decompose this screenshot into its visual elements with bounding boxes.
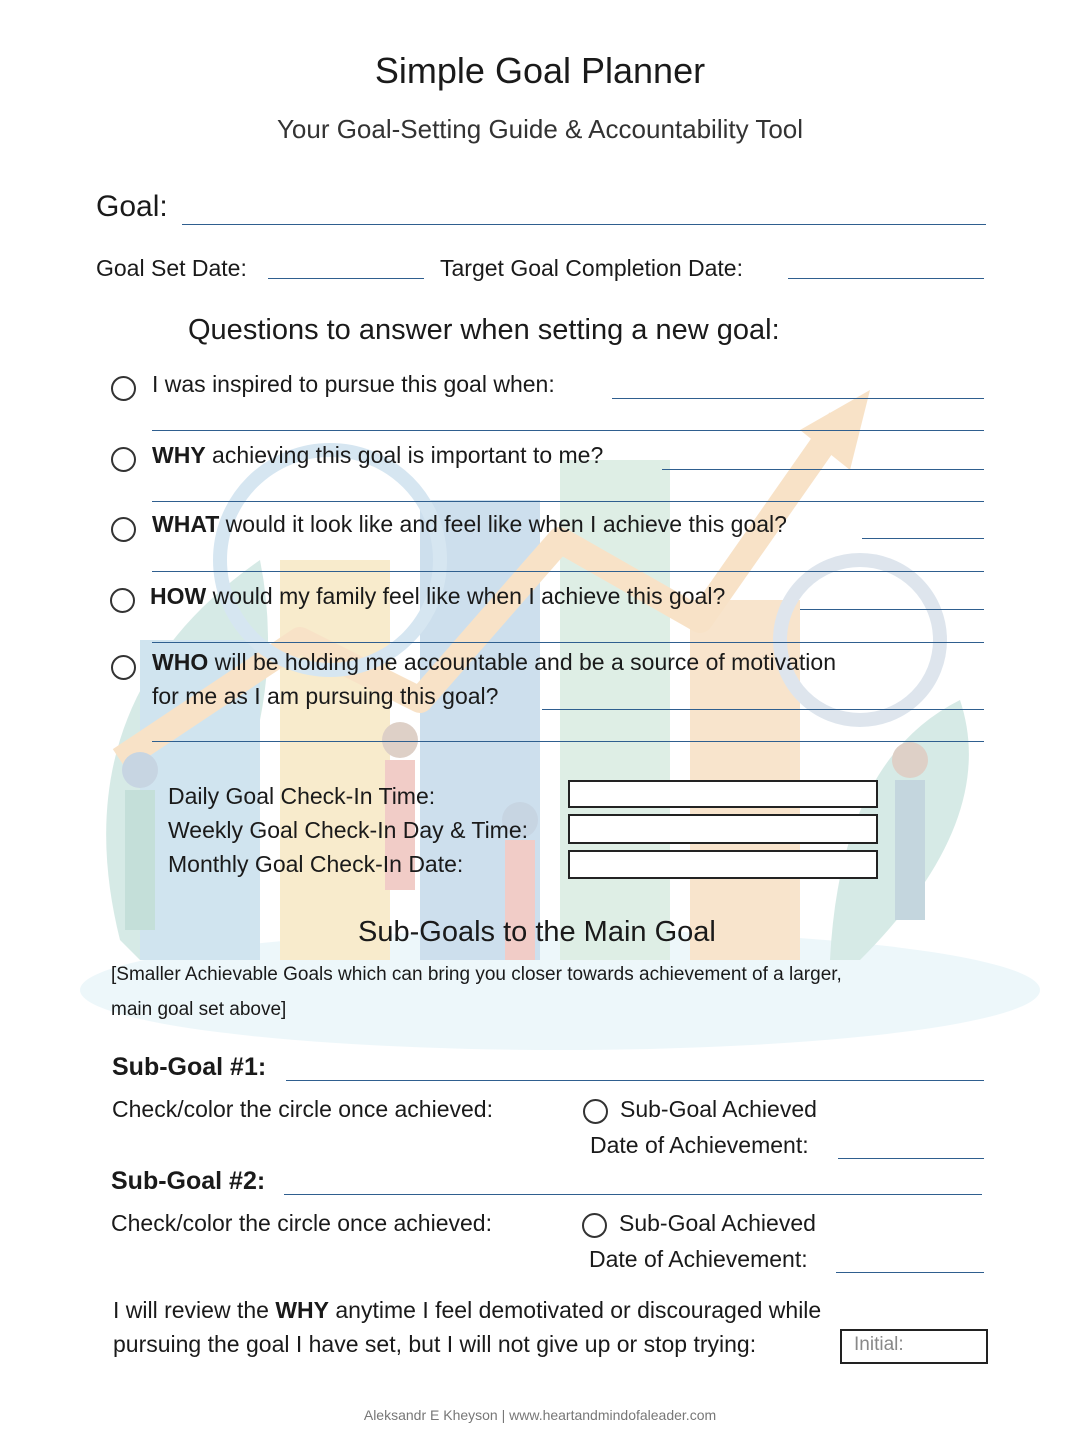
question-2-text: WHY achieving this goal is important to me?: [152, 442, 604, 468]
subgoals-note-line-1: [Smaller Achievable Goals which can bring you closer towards achievement of a larger,: [111, 964, 842, 985]
monthly-checkin-input[interactable]: [568, 850, 878, 879]
weekly-checkin-label: Weekly Goal Check-In Day & Time:: [168, 817, 529, 843]
question-4-answer-line[interactable]: [800, 609, 984, 610]
question-1-text: I was inspired to pursue this goal when:: [152, 371, 555, 397]
goal-set-date-line[interactable]: [268, 278, 424, 279]
subgoal-2-achieved-label: Sub-Goal Achieved: [619, 1210, 816, 1236]
question-1-answer-line-2[interactable]: [152, 430, 984, 431]
review-statement-line-2: pursuing the goal I have set, but I will not give up or stop trying:: [113, 1331, 757, 1357]
target-date-line[interactable]: [788, 278, 984, 279]
review-statement-line-1: I will review the WHY anytime I feel demotivated or discouraged while: [113, 1297, 822, 1323]
subgoal-1-achieved-checkbox[interactable]: [583, 1099, 608, 1124]
subgoal-1-check-text: Check/color the circle once achieved:: [112, 1096, 493, 1122]
question-5-text-line-2: for me as I am pursuing this goal?: [152, 683, 499, 709]
subgoal-2-date-label: Date of Achievement:: [589, 1246, 808, 1272]
subgoals-heading: Sub-Goals to the Main Goal: [358, 916, 716, 948]
subgoal-2-input-line[interactable]: [284, 1194, 982, 1195]
subgoal-2-label: Sub-Goal #2:: [111, 1167, 266, 1195]
subgoal-2-achieved-checkbox[interactable]: [582, 1213, 607, 1238]
subgoals-note-line-2: main goal set above]: [111, 999, 287, 1020]
questions-heading: Questions to answer when setting a new goal:: [188, 314, 780, 346]
daily-checkin-label: Daily Goal Check-In Time:: [168, 783, 436, 809]
question-5-answer-line[interactable]: [542, 709, 984, 710]
subgoal-2-date-line[interactable]: [836, 1272, 984, 1273]
question-5-answer-line-2[interactable]: [152, 741, 984, 742]
subgoal-1-date-label: Date of Achievement:: [590, 1132, 809, 1158]
daily-checkin-input[interactable]: [568, 780, 878, 808]
question-3-answer-line[interactable]: [862, 538, 984, 539]
goal-set-date-label: Goal Set Date:: [96, 255, 247, 281]
page-title: Simple Goal Planner: [374, 50, 706, 91]
question-5-text: WHO will be holding me accountable and be a source of motivation: [152, 649, 836, 675]
question-5-checkbox[interactable]: [111, 655, 136, 680]
monthly-checkin-label: Monthly Goal Check-In Date:: [168, 851, 464, 877]
question-1-checkbox[interactable]: [111, 376, 136, 401]
question-3-checkbox[interactable]: [111, 517, 136, 542]
question-3-text: WHAT would it look like and feel like when I achieve this goal?: [152, 511, 787, 537]
question-4-answer-line-2[interactable]: [152, 642, 984, 643]
question-2-answer-line-2[interactable]: [152, 501, 984, 502]
footer-credit: Aleksandr E Kheyson | www.heartandmindofaleader.com: [363, 1407, 717, 1423]
subgoal-1-label: Sub-Goal #1:: [112, 1053, 267, 1081]
subgoal-1-input-line[interactable]: [286, 1080, 984, 1081]
question-2-checkbox[interactable]: [111, 447, 136, 472]
page-subtitle: Your Goal-Setting Guide & Accountability Tool: [276, 114, 804, 144]
subgoal-1-achieved-label: Sub-Goal Achieved: [620, 1096, 817, 1122]
question-4-text: HOW would my family feel like when I achieve this goal?: [150, 583, 726, 609]
target-date-label: Target Goal Completion Date:: [440, 255, 743, 281]
question-1-answer-line[interactable]: [612, 398, 984, 399]
question-3-answer-line-2[interactable]: [152, 571, 984, 572]
question-4-checkbox[interactable]: [110, 588, 135, 613]
question-2-answer-line[interactable]: [662, 469, 984, 470]
initial-placeholder: Initial:: [854, 1334, 904, 1355]
goal-input-line[interactable]: [182, 224, 986, 225]
initial-input[interactable]: [840, 1329, 988, 1364]
subgoal-2-check-text: Check/color the circle once achieved:: [111, 1210, 492, 1236]
weekly-checkin-input[interactable]: [568, 814, 878, 844]
subgoal-1-date-line[interactable]: [838, 1158, 984, 1159]
goal-label: Goal:: [96, 190, 168, 223]
